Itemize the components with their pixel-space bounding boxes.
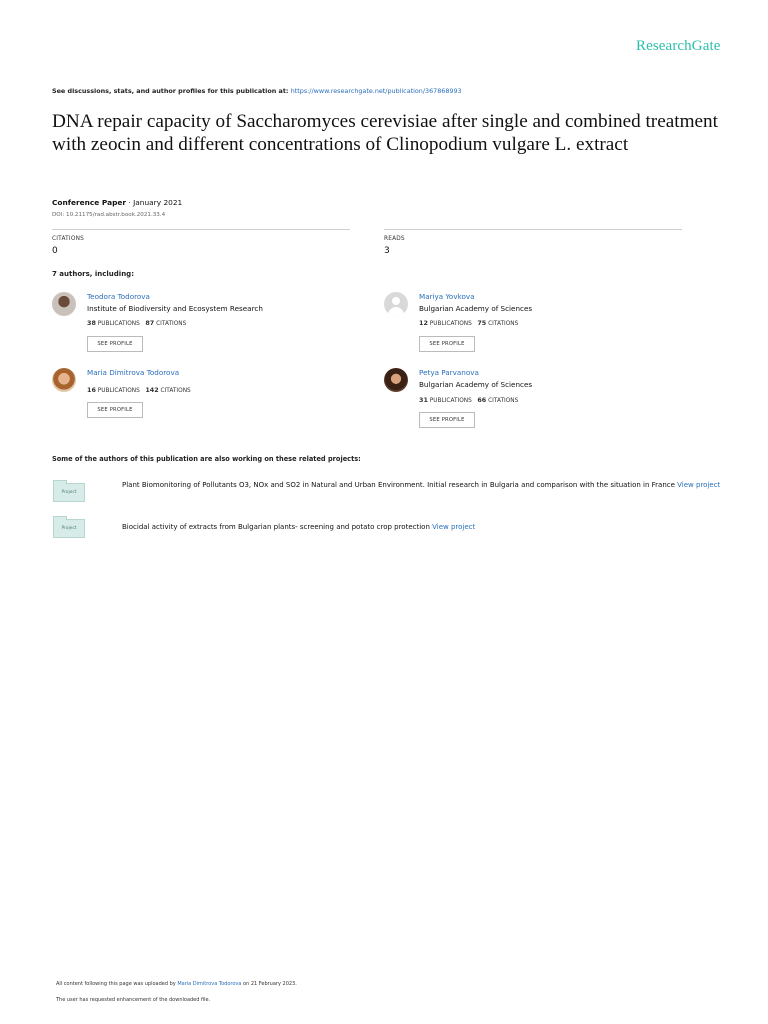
author-name[interactable]: Teodora Todorova: [87, 292, 150, 301]
upload-notice: [56, 981, 297, 987]
publications-label: PUBLICATIONS: [429, 321, 472, 327]
citations-count: 66: [477, 396, 487, 404]
project-title: Biocidal activity of extracts from Bulgarian plants- screening and potato crop protection: [122, 523, 433, 531]
related-project-item: [122, 522, 722, 533]
citations-count: 87: [145, 319, 155, 327]
author-card: [384, 368, 704, 438]
see-profile-button[interactable]: SEE PROFILE: [87, 402, 143, 418]
paper-date: · January 2021: [126, 198, 183, 207]
citations-label: CITATIONS: [488, 321, 519, 327]
divider-citations: [52, 229, 350, 230]
project-folder-icon[interactable]: [53, 519, 85, 538]
author-name[interactable]: Mariya Yovkova: [419, 292, 475, 301]
author-institution: Bulgarian Academy of Sciences: [419, 380, 533, 389]
paper-doi: DOI: 10.21175/rad.abstr.book.2021.33.4: [52, 212, 166, 218]
author-stats: [87, 386, 191, 394]
citations-label: CITATIONS: [160, 388, 191, 394]
author-stats: [87, 319, 186, 327]
publications-count: 38: [87, 319, 96, 327]
citations-value: 0: [52, 246, 58, 256]
project-icon-label: Project: [61, 526, 77, 531]
author-card: [52, 292, 372, 362]
author-institution: Institute of Biodiversity and Ecosystem Research: [87, 304, 263, 313]
author-stats: [419, 319, 518, 327]
author-card: [384, 292, 704, 362]
upload-prefix: All content following this page was uploaded by: [56, 981, 178, 987]
publication-link[interactable]: https://www.researchgate.net/publication/367868993: [290, 87, 462, 95]
see-profile-button[interactable]: SEE PROFILE: [419, 412, 475, 428]
related-projects-heading: Some of the authors of this publication are also working on these related projects:: [52, 455, 361, 463]
uploader-link[interactable]: Maria Dimitrova Todorova: [177, 981, 242, 987]
author-institution: Bulgarian Academy of Sciences: [419, 304, 533, 313]
authors-heading: 7 authors, including:: [52, 270, 134, 278]
see-profile-button[interactable]: SEE PROFILE: [419, 336, 475, 352]
avatar[interactable]: [384, 292, 408, 316]
avatar[interactable]: [52, 368, 76, 392]
project-icon-label: Project: [61, 490, 77, 495]
reads-label: READS: [384, 236, 405, 242]
see-profile-button[interactable]: SEE PROFILE: [87, 336, 143, 352]
citations-label: CITATIONS: [52, 236, 84, 242]
author-name[interactable]: Petya Parvanova: [419, 368, 479, 377]
citations-label: CITATIONS: [488, 398, 519, 404]
researchgate-logo[interactable]: ResearchGate: [636, 38, 721, 54]
reads-value: 3: [384, 246, 390, 256]
avatar[interactable]: [52, 292, 76, 316]
publications-count: 12: [419, 319, 428, 327]
publications-count: 31: [419, 396, 428, 404]
publications-label: PUBLICATIONS: [97, 321, 140, 327]
publications-label: PUBLICATIONS: [97, 388, 140, 394]
paper-meta: [52, 198, 182, 207]
publications-label: PUBLICATIONS: [429, 398, 472, 404]
upload-suffix: on 21 February 2023.: [241, 981, 297, 987]
citations-count: 75: [477, 319, 487, 327]
avatar[interactable]: [384, 368, 408, 392]
enhancement-notice: The user has requested enhancement of the downloaded file.: [56, 997, 211, 1003]
view-project-link[interactable]: View project: [677, 481, 721, 489]
view-project-link[interactable]: View project: [432, 523, 476, 531]
author-card: [52, 368, 372, 438]
author-name[interactable]: Maria Dimitrova Todorova: [87, 368, 180, 377]
divider-reads: [384, 229, 682, 230]
paper-title: DNA repair capacity of Saccharomyces cerevisiae after single and combined treatment with zeocin and different concentrations of Clinopodium vulgare L. extract: [52, 111, 718, 155]
author-stats: [419, 396, 518, 404]
project-folder-icon[interactable]: [53, 483, 85, 502]
discussion-notice: [52, 87, 462, 95]
publications-count: 16: [87, 386, 96, 394]
project-title: Plant Biomonitoring of Pollutants O3, NOx and SO2 in Natural and Urban Environment. Initial research in Bulgaria and comparison with the situation in France: [122, 481, 678, 489]
paper-type: Conference Paper: [52, 198, 127, 207]
citations-count: 142: [145, 386, 159, 394]
discussion-text: See discussions, stats, and author profiles for this publication at:: [52, 87, 289, 95]
related-project-item: [122, 480, 722, 491]
citations-label: CITATIONS: [156, 321, 187, 327]
